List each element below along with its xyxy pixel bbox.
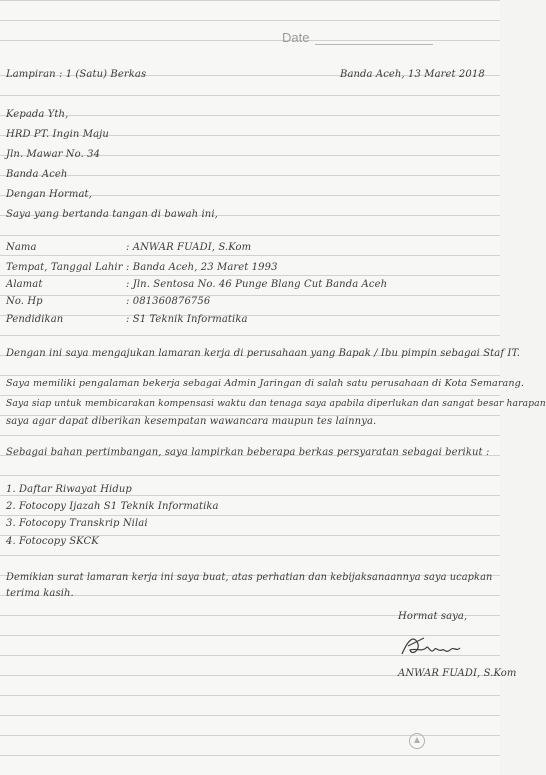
recipient-line-4: Banda Aceh xyxy=(6,169,68,180)
signoff-greeting: Hormat saya, xyxy=(398,611,468,622)
value-nama: : ANWAR FUADI, S.Kom xyxy=(126,242,252,253)
label-hp: No. Hp xyxy=(6,296,43,307)
body-paragraph-3a: Saya siap untuk membicarakan kompensasi waktu dan tenaga saya apabila diperlukan dan sangat besar harapan xyxy=(6,398,546,409)
value-alamat: : Jln. Sentosa No. 46 Punge Blang Cut Banda Aceh xyxy=(126,279,388,290)
label-ttl: Tempat, Tanggal Lahir xyxy=(6,262,123,273)
closing-line-2: terima kasih. xyxy=(6,588,74,599)
date-line xyxy=(315,44,433,45)
recipient-line-1: Kepada Yth, xyxy=(6,109,69,120)
label-alamat: Alamat xyxy=(6,279,43,290)
signature-image xyxy=(398,626,468,662)
value-pendidikan: : S1 Teknik Informatika xyxy=(126,314,248,325)
attachment-item: 3. Fotocopy Transkrip Nilai xyxy=(6,518,148,529)
greeting: Dengan Hormat, xyxy=(6,189,92,200)
label-pendidikan: Pendidikan xyxy=(6,314,64,325)
attachment-item: 2. Fotocopy Ijazah S1 Teknik Informatika xyxy=(6,501,219,512)
attachment-item: 1. Daftar Riwayat Hidup xyxy=(6,484,132,495)
body-paragraph-4: Sebagai bahan pertimbangan, saya lampirkan beberapa berkas persyaratan sebagai berikut : xyxy=(6,447,490,458)
closing-line-1: Demikian surat lamaran kerja ini saya buat, atas perhatian dan kebijaksanaannya saya ucapkan xyxy=(6,572,493,583)
value-ttl: : Banda Aceh, 23 Maret 1993 xyxy=(126,262,278,273)
intro-line: Saya yang bertanda tangan di bawah ini, xyxy=(6,209,218,220)
label-nama: Nama xyxy=(6,242,37,253)
signoff-name: ANWAR FUADI, S.Kom xyxy=(398,668,517,679)
place-date: Banda Aceh, 13 Maret 2018 xyxy=(340,69,485,80)
date-label: Date xyxy=(282,30,310,45)
body-paragraph-1: Dengan ini saya mengajukan lamaran kerja di perusahaan yang Bapak / Ibu pimpin sebagai Staf IT. xyxy=(6,348,521,359)
body-paragraph-2: Saya memiliki pengalaman bekerja sebagai Admin Jaringan di salah satu perusahaan di Kota Semarang. xyxy=(6,378,525,389)
value-hp: : 081360876756 xyxy=(126,296,211,307)
page-mark-icon xyxy=(409,733,425,749)
recipient-line-3: Jln. Mawar No. 34 xyxy=(6,149,101,160)
body-paragraph-3b: saya agar dapat diberikan kesempatan wawancara maupun tes lainnya. xyxy=(6,416,377,427)
lampiran-line: Lampiran : 1 (Satu) Berkas xyxy=(6,69,147,80)
recipient-line-2: HRD PT. Ingin Maju xyxy=(6,129,109,140)
attachment-item: 4. Fotocopy SKCK xyxy=(6,536,99,547)
